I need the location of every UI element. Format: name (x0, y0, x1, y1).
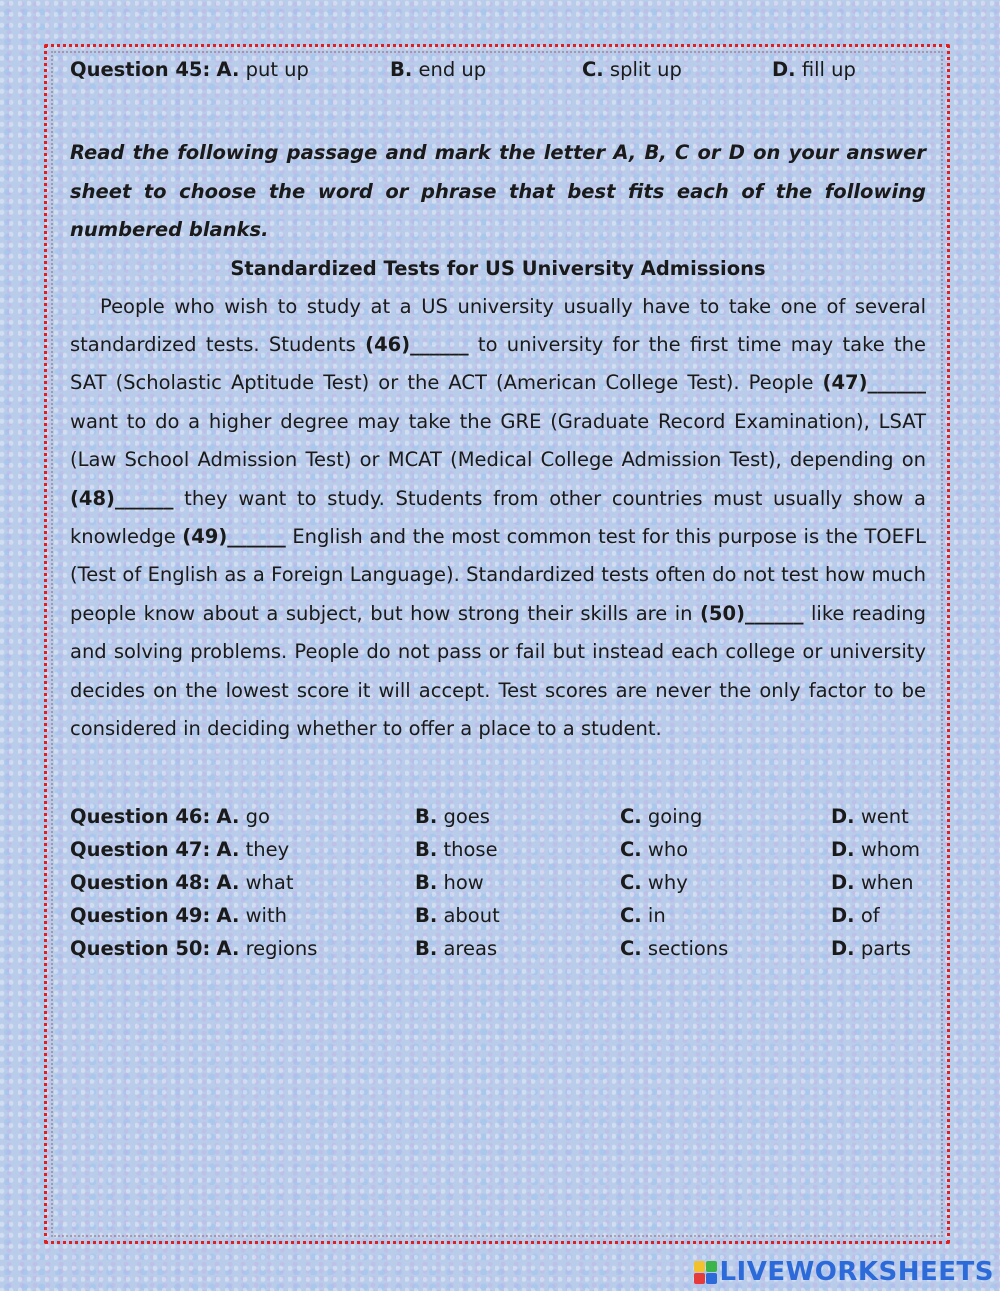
badge-square (694, 1261, 705, 1272)
question-list (70, 805, 926, 970)
option-b[interactable]: goes (443, 805, 490, 829)
worksheet-content (70, 58, 926, 970)
q45-option-d: fill up (801, 58, 856, 81)
blank-48[interactable]: (48)______ (70, 486, 174, 510)
blank-47[interactable]: (47)______ (822, 371, 926, 395)
blank-46[interactable]: (46)______ (365, 332, 469, 356)
logo-badge-icon (694, 1261, 717, 1284)
question-45-label: Question 45: (70, 58, 211, 81)
option-c[interactable]: who (647, 838, 689, 862)
option-a[interactable]: regions (245, 937, 318, 961)
blank-50[interactable]: (50)______ (700, 601, 804, 625)
option-d[interactable]: when (860, 871, 914, 895)
option-a[interactable]: what (245, 871, 294, 895)
question-row: Question 47: A. they B. those C. who D. whom (70, 838, 921, 862)
option-a[interactable]: they (245, 838, 290, 862)
instruction-text: Read the following passage and mark the letter A, B, C or D on your answer sheet to choose the word or phrase that best fits each of the following numbered blanks. (70, 141, 926, 241)
badge-square (694, 1273, 705, 1284)
q45-option-a: put up (245, 58, 309, 81)
badge-square (706, 1273, 717, 1284)
logo-text: LIVEWORKSHEETS (719, 1257, 994, 1287)
question-45-row: Question 45: A. put up B. end up C. split up D. fill up (70, 58, 856, 81)
option-c[interactable]: sections (647, 937, 729, 961)
option-c[interactable]: in (647, 904, 666, 928)
option-b[interactable]: how (443, 871, 484, 895)
question-row: Question 48: A. what B. how C. why D. when (70, 871, 914, 895)
q45-option-c: split up (609, 58, 682, 81)
passage-text: People who wish to study at a US university usually have to take one of several standardized tests. Students (46)______ to university for the first time may take the SAT (Scholastic Aptitude Test) or the ACT (American College Test). People (47)______ want to do a higher degree may take the GRE (Graduate Record Examination), LSAT (Law School Admission Test) or MCAT (Medical College Admission Test), depending on (48)______ they want to study. Students from other countries must usually show a knowledge (49)______ English and the most common test for this purpose is the TOEFL (Test of English as a Foreign Language). Standardized tests often do not test how much people know about a subject, but how strong their skills are in (50)______ like reading and solving problems. People do not pass or fail but instead each college or university decides on the lowest score it will accept. Test scores are never the only factor to be considered in deciding whether to offer a place to a student. (70, 294, 926, 740)
option-d[interactable]: of (860, 904, 880, 928)
option-a[interactable]: go (245, 805, 270, 829)
option-c[interactable]: why (647, 871, 688, 895)
liveworksheets-logo[interactable] (694, 1257, 994, 1287)
question-row: Question 46: A. go B. goes C. going D. went (70, 805, 909, 829)
question-row: Question 49: A. with B. about C. in D. of (70, 904, 880, 928)
q45-option-b: end up (418, 58, 487, 81)
option-d[interactable]: whom (860, 838, 921, 862)
option-c[interactable]: going (647, 805, 703, 829)
option-b[interactable]: about (443, 904, 500, 928)
option-a[interactable]: with (245, 904, 287, 928)
blank-49[interactable]: (49)______ (182, 524, 286, 548)
option-b[interactable]: those (443, 838, 498, 862)
question-row: Question 50: A. regions B. areas C. sections D. parts (70, 937, 911, 961)
passage-title: Standardized Tests for US University Admissions (230, 256, 766, 280)
option-b[interactable]: areas (443, 937, 498, 961)
option-d[interactable]: went (860, 805, 909, 829)
badge-square (706, 1261, 717, 1272)
option-d[interactable]: parts (860, 937, 911, 961)
